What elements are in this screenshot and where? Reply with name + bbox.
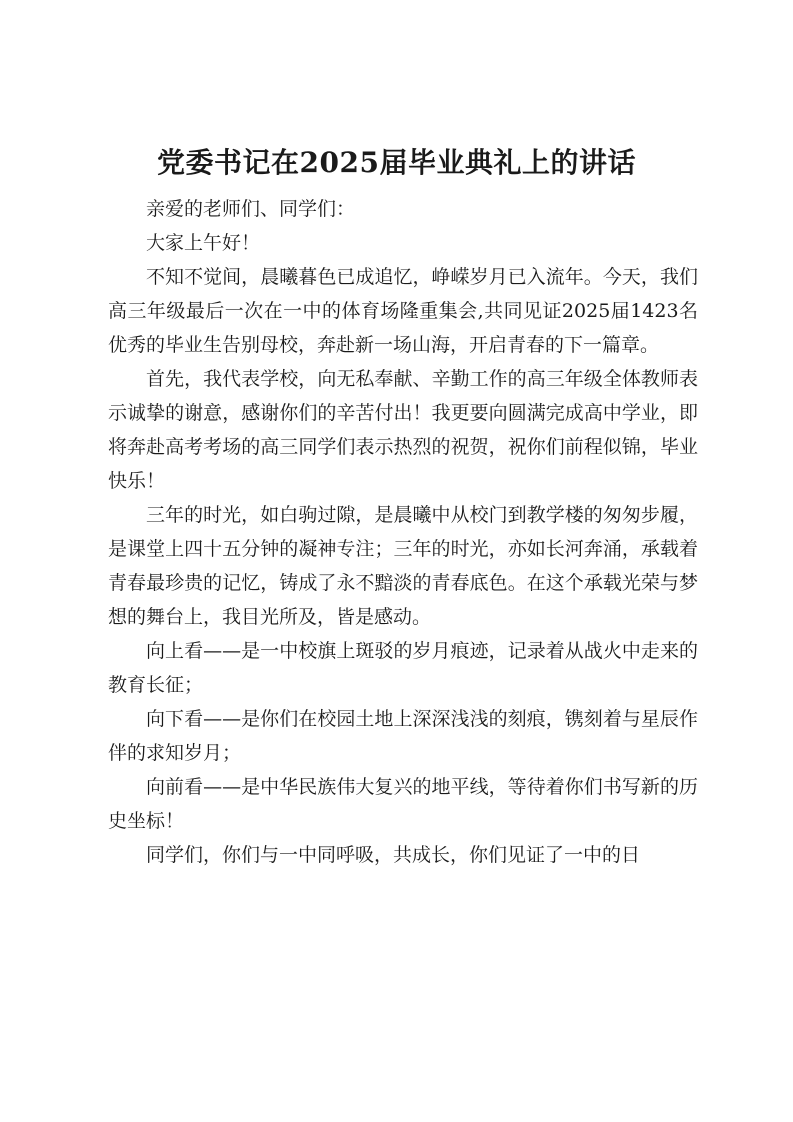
- paragraph: 向下看——是你们在校园土地上深深浅浅的刻痕，镌刻着与星辰作伴的求知岁月；: [108, 708, 698, 764]
- paragraph-salutation: 亲爱的老师们、同学们：: [146, 198, 356, 220]
- paragraph: 同学们，你们与一中同呼吸，共成长，你们见证了一中的日: [146, 844, 641, 866]
- paragraph: 向前看——是中华民族伟大复兴的地平线，等待着你们书写新的历史坐标！: [108, 776, 698, 832]
- document-title: 党委书记在2025届毕业典礼上的讲话: [157, 146, 636, 179]
- document-body: [108, 192, 698, 872]
- paragraph: 向上看——是一中校旗上斑驳的岁月痕迹，记录着从战火中走来的教育长征；: [108, 640, 698, 696]
- paragraph-greeting: 大家上午好！: [146, 232, 261, 254]
- paragraph: 三年的时光，如白驹过隙，是晨曦中从校门到教学楼的匆匆步履，是课堂上四十五分钟的凝神专注；三年的时光，亦如长河奔涌，承载着青春最珍贵的记忆，铸成了永不黯淡的青春底色。在这个承载光荣与梦想的舞台上，我目光所及，皆是感动。: [108, 504, 698, 628]
- paragraph: 首先，我代表学校，向无私奉献、辛勤工作的高三年级全体教师表示诚挚的谢意，感谢你们的辛苦付出！我更要向圆满完成高中学业，即将奔赴高考考场的高三同学们表示热烈的祝贺，祝你们前程似锦，毕业快乐！: [108, 368, 698, 492]
- paragraph: 不知不觉间，晨曦暮色已成追忆，峥嵘岁月已入流年。今天，我们高三年级最后一次在一中的体育场隆重集会,共同见证2025届1423名优秀的毕业生告别母校，奔赴新一场山海，开启青春的下一篇章。: [108, 266, 698, 356]
